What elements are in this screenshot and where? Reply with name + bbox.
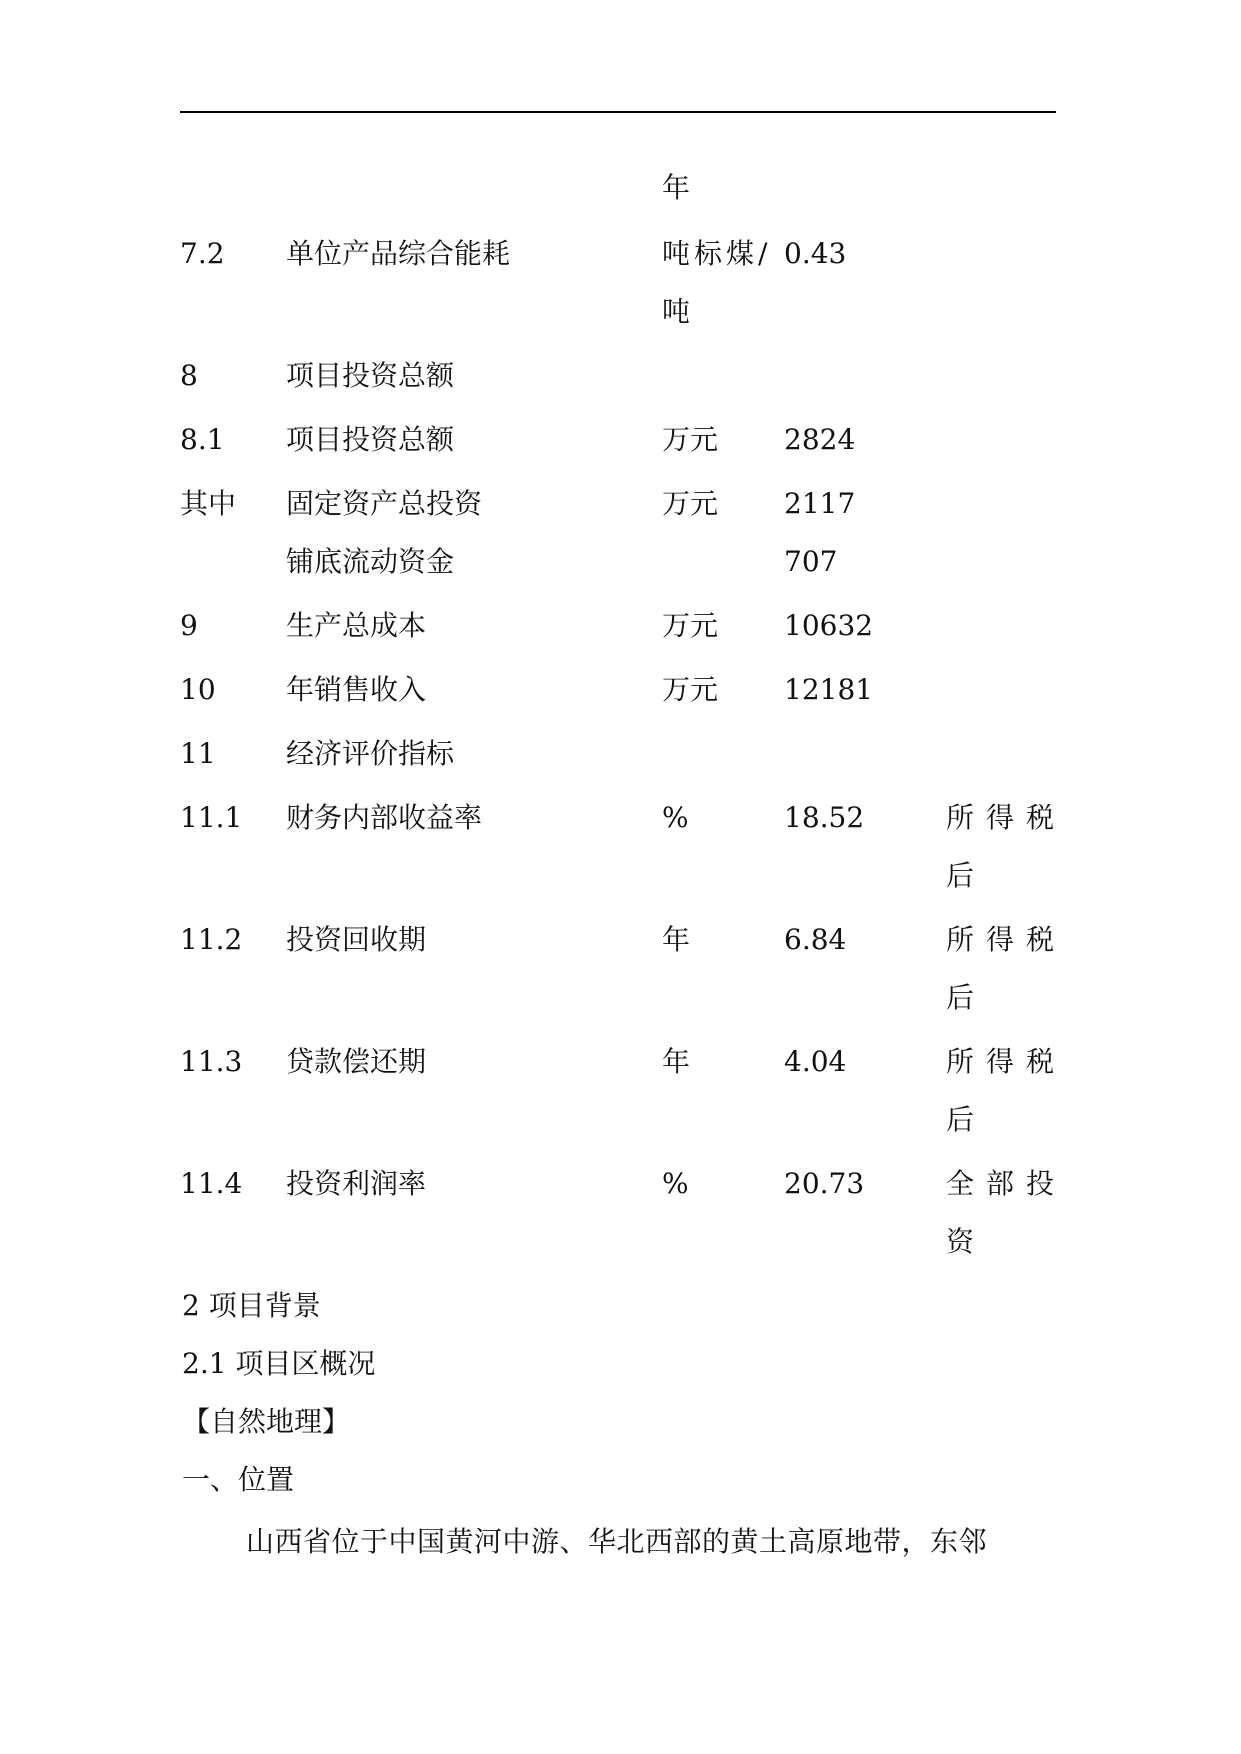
table-cell-item: 经济评价指标 [286, 737, 455, 770]
table-cell-unit: 万元 [662, 423, 719, 456]
table-cell-value: 2117 [784, 487, 856, 520]
table-cell-no: 其中 [180, 487, 237, 520]
table-cell-item: 财务内部收益率 [286, 801, 483, 834]
bracket-title: 【自然地理】 [182, 1405, 351, 1438]
table-cell-item: 固定资产总投资 [286, 487, 483, 520]
table-cell-value: 20.73 [784, 1167, 865, 1200]
table-cell-note: 所得税 [946, 801, 1067, 834]
table-cell-value: 2824 [784, 423, 856, 456]
table-cell-value: 18.52 [784, 801, 865, 834]
table-cell-no: 11.1 [180, 801, 243, 834]
table-cell-item: 贷款偿还期 [286, 1045, 427, 1078]
table-cell-no: 7.2 [180, 237, 225, 270]
table-cell-no: 11.2 [180, 923, 243, 956]
body-paragraph: 山西省位于中国黄河中游、华北西部的黄土高原地带，东邻 [246, 1525, 988, 1558]
subheading: 一、位置 [182, 1463, 295, 1496]
table-cell-value: 6.84 [784, 923, 847, 956]
table-cell-value: 10632 [784, 609, 874, 642]
table-cell-unit: 万元 [662, 673, 719, 706]
table-cell-unit: 吨标煤/ [662, 237, 772, 270]
table-cell-no: 10 [180, 673, 216, 706]
table-cell-note: 所得税 [946, 1045, 1067, 1078]
table-cell-no: 8 [180, 359, 198, 392]
section-heading: 2 项目背景 [182, 1289, 321, 1322]
table-cell-item: 项目投资总额 [286, 359, 455, 392]
table-cell-note: 后 [946, 981, 987, 1014]
subsection-heading: 2.1 项目区概况 [182, 1347, 376, 1380]
table-cell-unit: % [662, 1167, 689, 1200]
table-cell-note: 所得税 [946, 923, 1067, 956]
table-cell-item: 项目投资总额 [286, 423, 455, 456]
table-cell-value: 0.43 [784, 237, 847, 270]
table-cell-item: 年销售收入 [286, 673, 427, 706]
table-cell-item: 单位产品综合能耗 [286, 237, 511, 270]
table-cell-unit: 年 [662, 923, 691, 956]
table-cell-unit: 年 [662, 1045, 691, 1078]
table-cell-note: 资 [946, 1225, 987, 1258]
table-cell-unit: 万元 [662, 487, 719, 520]
table-cell-item: 投资利润率 [286, 1167, 427, 1200]
table-cell-unit: 年 [662, 171, 691, 204]
table-cell-note: 后 [946, 1103, 987, 1136]
table-cell-value: 707 [784, 545, 838, 578]
header-rule [180, 111, 1056, 113]
table-cell-item: 生产总成本 [286, 609, 427, 642]
table-cell-unit: 吨 [662, 295, 691, 328]
table-cell-no: 9 [180, 609, 198, 642]
table-cell-unit: % [662, 801, 689, 834]
table-cell-note: 全部投 [946, 1167, 1067, 1200]
table-cell-no: 11.4 [180, 1167, 243, 1200]
table-cell-note: 后 [946, 859, 987, 892]
table-cell-no: 11 [180, 737, 216, 770]
table-cell-value: 12181 [784, 673, 874, 706]
table-cell-item: 铺底流动资金 [286, 545, 455, 578]
table-cell-no: 11.3 [180, 1045, 243, 1078]
table-cell-no: 8.1 [180, 423, 225, 456]
table-cell-unit: 万元 [662, 609, 719, 642]
table-cell-value: 4.04 [784, 1045, 847, 1078]
table-cell-item: 投资回收期 [286, 923, 427, 956]
